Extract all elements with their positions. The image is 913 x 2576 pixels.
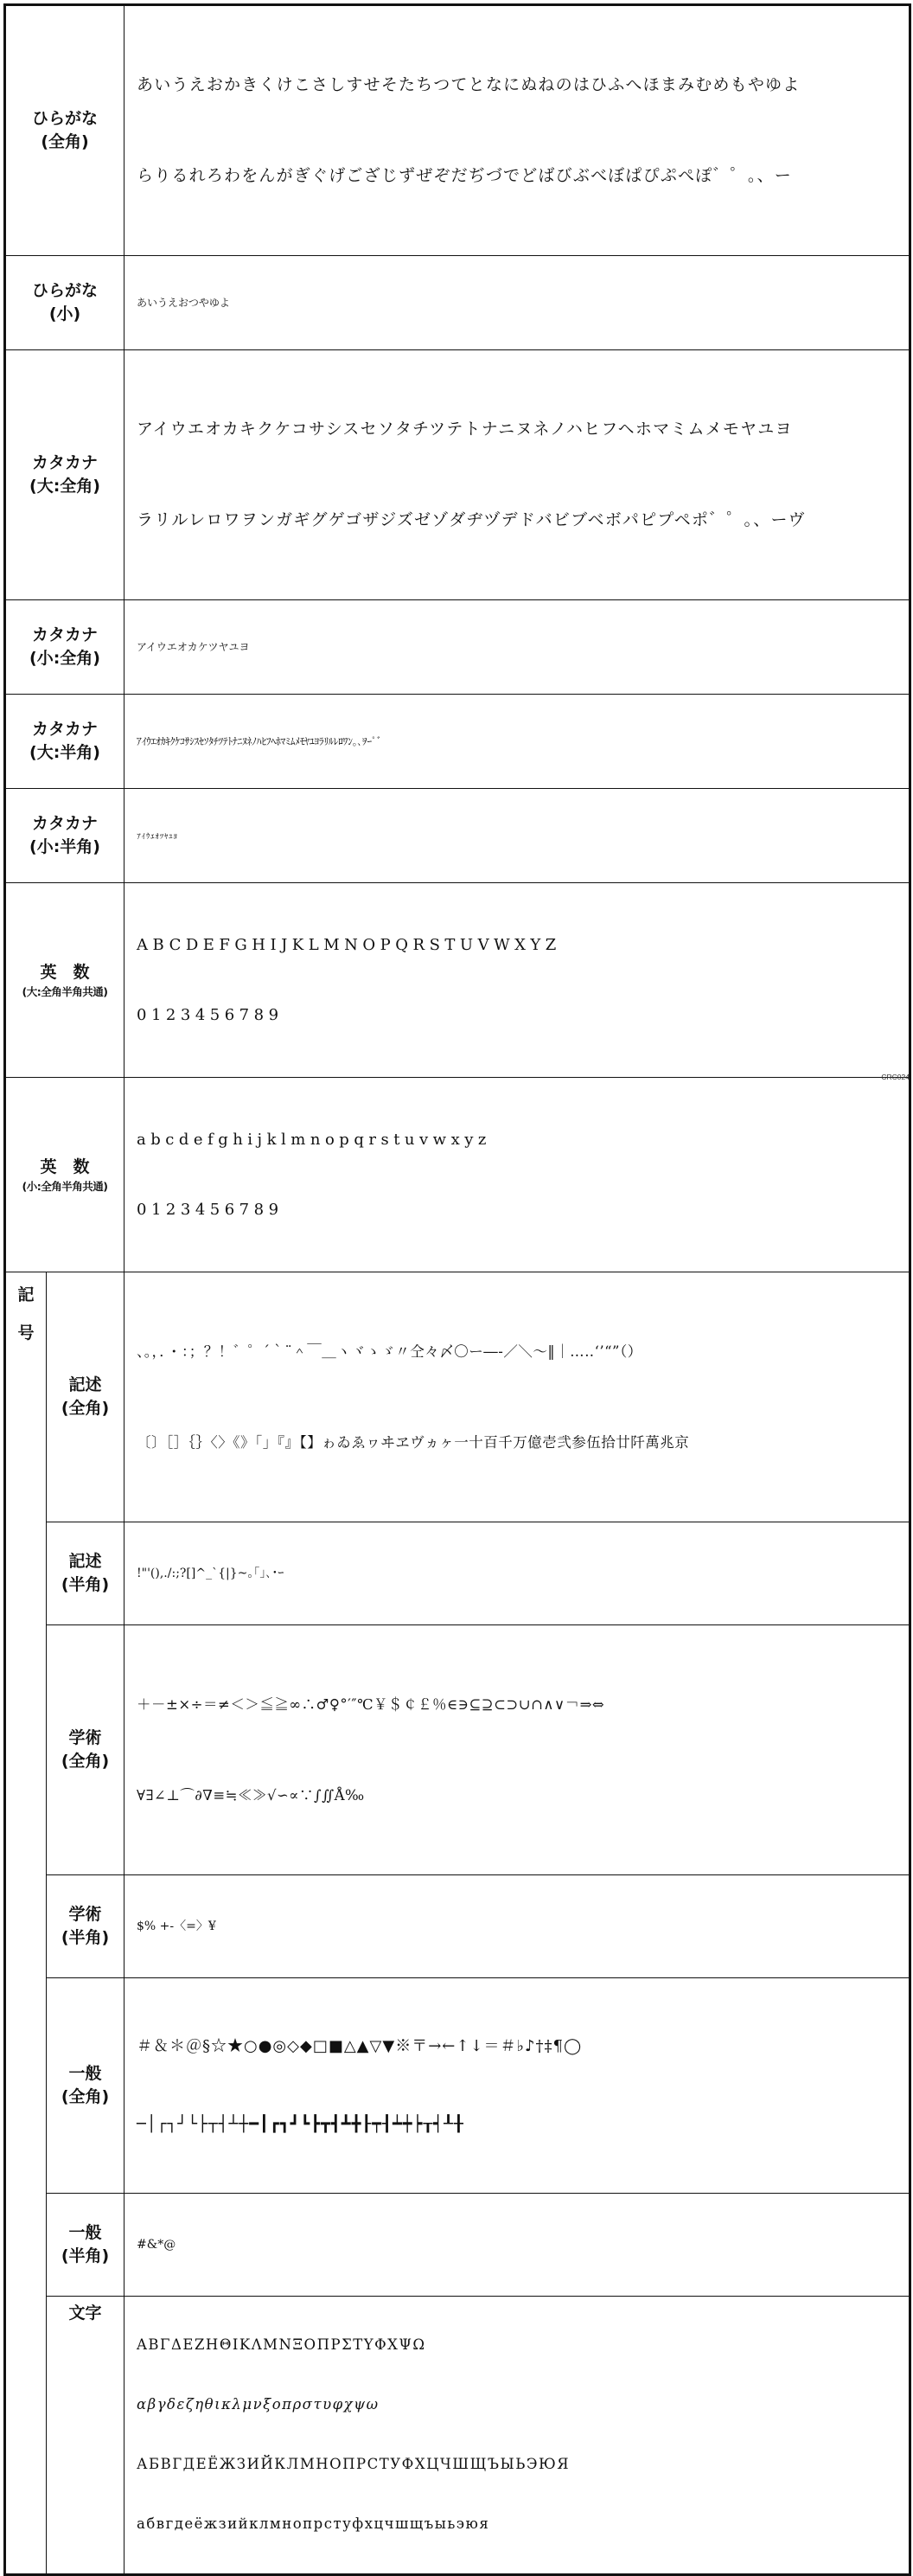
- label-line: 文字: [68, 2304, 102, 2323]
- row-symbols-general-full: [5, 1978, 910, 2194]
- label-line: (全角): [61, 1752, 110, 1771]
- label-line: 記述: [68, 1552, 102, 1572]
- row-label: [5, 5, 124, 256]
- row-content: [124, 1978, 910, 2194]
- character-table: [3, 3, 911, 2576]
- row-katakana-small-half: [5, 789, 910, 883]
- row-content: [124, 883, 910, 1078]
- content-line: ΑΒΓΔΕΖΗΘΙΚΛΜΝΞΟΠΡΣΤΥΦΧΨΩ: [137, 2336, 426, 2353]
- content-line: !"'(),./:;?[]^_`{|}~｡｢｣､･ｰ: [137, 1567, 284, 1580]
- row-symbols-sci-full: [5, 1625, 910, 1875]
- label-line: (小:全角半角共通): [22, 1179, 108, 1193]
- row-label: [5, 695, 124, 789]
- row-content: [124, 789, 910, 883]
- content-line: αβγδεζηθικλμνξοπρστυφχψω: [137, 2396, 380, 2413]
- row-label: [47, 1522, 124, 1625]
- content-line: アイウエオカキクケコサシスセソタチツテトナニヌネノハヒフヘホマミムメモヤユヨ: [137, 420, 793, 439]
- content-line: あいうえおかきくけこさしすせそたちつてとなにぬねのはひふへほまみむめもやゆよ: [137, 75, 801, 94]
- content-line: абвгдеёжзийклмнопрстуфхцчшщъыьэюя: [137, 2515, 490, 2532]
- row-label: [47, 2297, 124, 2575]
- content-line: 、。，．・：；？！゛゜´｀¨＾￣＿ヽヾゝゞ〃仝々〆〇ー―‐／＼～‖｜…‥‘’“”（）: [137, 1343, 642, 1360]
- content-line: アイウエオカケツヤユヨ: [137, 641, 250, 653]
- label-line: 記述: [68, 1375, 102, 1395]
- label-line: カタカナ: [32, 814, 99, 834]
- content-line: ABCDEFGHIJKLMNOPQRSTUVWXYZ: [137, 936, 561, 954]
- content-line: ｱｲｳｴｵｶｷｸｹｺｻｼｽｾｿﾀﾁﾂﾃﾄﾅﾆﾇﾈﾉﾊﾋﾌﾍﾎﾏﾐﾑﾒﾓﾔﾕﾖﾗﾘﾙﾚﾛﾜﾝ｡､ｦｰﾟﾞ: [137, 735, 382, 747]
- row-content: [124, 600, 910, 695]
- row-content: [124, 1078, 910, 1272]
- row-label: [47, 1625, 124, 1875]
- row-hiragana-full: [5, 5, 910, 256]
- row-hiragana-small: [5, 256, 910, 350]
- label-line: 一般: [68, 2223, 102, 2243]
- row-katakana-big-half: [5, 695, 910, 789]
- row-label: [5, 883, 124, 1078]
- row-content: [124, 1522, 910, 1625]
- symbols-group-label: [5, 1272, 47, 2575]
- content-line: ＋－±×÷＝≠＜＞≦≧∞∴♂♀°′″℃￥＄￠￡％∈∋⊆⊇⊂⊃∪∩∧∨￢⇒⇔: [137, 1696, 605, 1713]
- row-katakana-big-full: [5, 350, 910, 600]
- content-line: abcdefghijklmnopqrstuvwxyz: [137, 1131, 491, 1149]
- row-content: [124, 2194, 910, 2297]
- content-line: ＃＆＊＠§☆★○●◎◇◆□■△▲▽▼※〒→←↑↓＝＃♭♪†‡¶◯: [137, 2037, 583, 2055]
- row-symbols-general-half: [5, 2194, 910, 2297]
- label-line: ひらがな: [32, 281, 99, 301]
- label-line: ひらがな: [32, 109, 99, 129]
- content-line: #&*@: [137, 2238, 176, 2252]
- row-content: [124, 1875, 910, 1978]
- label-line: カタカナ: [32, 720, 99, 740]
- label-line: (小): [48, 304, 81, 324]
- row-content: [124, 256, 910, 350]
- row-content: [124, 5, 910, 256]
- label-line: (小:全角): [29, 649, 100, 668]
- row-label: [5, 789, 124, 883]
- group-label-char: 記: [17, 1285, 35, 1304]
- content-line: $% +-〈=〉¥: [137, 1919, 216, 1933]
- label-line: 英 数: [40, 962, 90, 982]
- row-label: [5, 350, 124, 600]
- content-line: ラリルレロワヲンガギグゲゴザジズゼゾダヂヅデドバビブベボパピプペポ゛゜。、ーヴ: [137, 510, 806, 529]
- label-line: (半角): [61, 2246, 110, 2265]
- label-line: (全角): [41, 132, 89, 151]
- content-line: あいうえおつやゆよ: [137, 297, 230, 309]
- row-content: [124, 1625, 910, 1875]
- row-label: [5, 600, 124, 695]
- label-line: (全角): [61, 2087, 110, 2106]
- label-line: 学術: [68, 1905, 102, 1925]
- row-content: [124, 695, 910, 789]
- label-line: 一般: [68, 2064, 102, 2084]
- row-label: [47, 1978, 124, 2194]
- group-label-char: 号: [17, 1323, 35, 1342]
- row-label: [47, 2194, 124, 2297]
- label-line: (半角): [61, 1575, 110, 1594]
- content-line: 0123456789: [137, 1006, 284, 1024]
- row-label: [5, 256, 124, 350]
- label-line: 英 数: [40, 1157, 90, 1176]
- label-line: カタカナ: [32, 625, 99, 645]
- row-katakana-small-full: [5, 600, 910, 695]
- figure-code: CRC024: [881, 1073, 910, 1081]
- label-line: (大:全角): [29, 477, 100, 496]
- content-line: らりるれろわをんがぎぐげござじずぜぞだぢづでどばびぶべぼぱぴぷぺぽ゛゜。、ー: [137, 166, 792, 185]
- row-symbols-desc-full: [5, 1272, 910, 1522]
- label-line: (半角): [61, 1928, 110, 1947]
- row-content: [124, 350, 910, 600]
- label-line: (全角): [61, 1399, 110, 1418]
- row-symbols-sci-half: [5, 1875, 910, 1978]
- label-line: (大:全角半角共通): [22, 984, 108, 998]
- row-symbols-desc-half: [5, 1522, 910, 1625]
- row-label: [47, 1272, 124, 1522]
- row-label: [47, 1875, 124, 1978]
- row-alnum-lower: [5, 1078, 910, 1272]
- row-symbols-characters: [5, 2297, 910, 2575]
- content-line: ∀∃∠⊥⌒∂∇≡≒≪≫√∽∝∵∫∬Å‰: [137, 1787, 365, 1804]
- row-alnum-upper: [5, 883, 910, 1078]
- content-line: АБВГДЕЁЖЗИЙКЛМНОПРСТУФХЦЧШЩЪЫЬЭЮЯ: [137, 2456, 571, 2472]
- row-content: [124, 2297, 910, 2575]
- content-line: ─│┌┐┘└├┬┤┴┼━┃┏┓┛┗┣┳┫┻╋┠┯┨┷┿┝┰┥┸╂: [137, 2115, 464, 2133]
- label-line: カタカナ: [32, 453, 99, 473]
- content-line: 0123456789: [137, 1201, 284, 1219]
- content-line: 〔〕［］｛｝〈〉《》「」『』【】ゎゐゑヮヰヱヴヵヶ一十百千万億壱弐参伍拾廿阡萬兆京: [137, 1434, 690, 1451]
- label-line: (大:半角): [29, 743, 100, 762]
- content-line: ｧｨｩｪｫｯｬｭｮ: [137, 830, 178, 841]
- label-line: 学術: [68, 1728, 102, 1748]
- label-line: (小:半角): [29, 837, 100, 856]
- row-label: [5, 1078, 124, 1272]
- row-content: [124, 1272, 910, 1522]
